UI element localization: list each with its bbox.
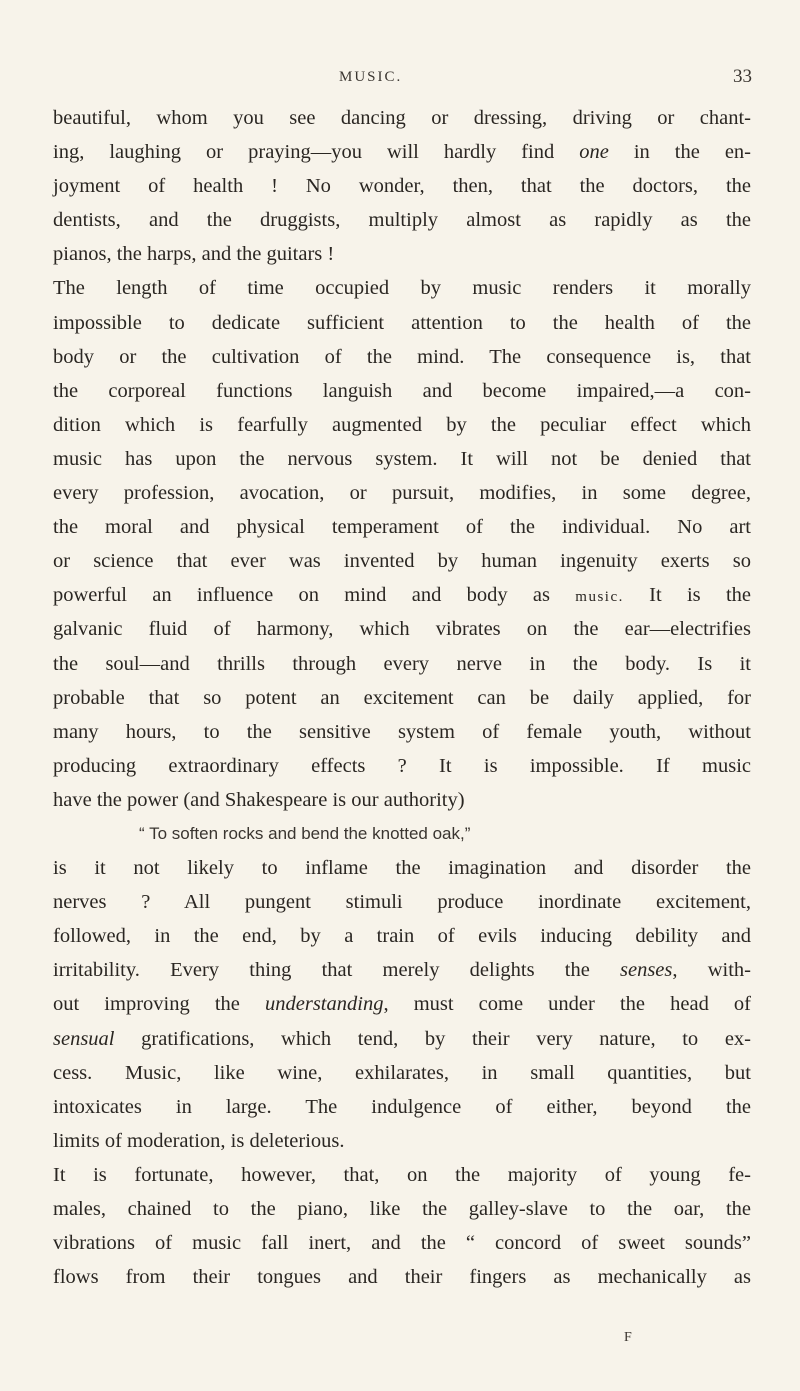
emphasis-senses: senses	[620, 959, 673, 982]
running-head-title: MUSIC.	[339, 69, 403, 85]
text-line: or science that ever was invented by human ingenuity exerts so	[53, 550, 751, 573]
text-line: irritability. Every thing that merely delights the senses, with-	[53, 959, 751, 982]
text-line: joyment of health ! No wonder, then, that the doctors, the	[53, 175, 751, 198]
text-line: music has upon the nervous system. It will not be denied that	[53, 447, 751, 470]
text-line: The length of time occupied by music renders it morally	[53, 277, 751, 300]
text-line: the corporeal functions languish and become impaired,—a con-	[53, 379, 751, 402]
text-line: intoxicates in large. The indulgence of either, beyond the	[53, 1095, 751, 1118]
page-number: 33	[733, 66, 752, 87]
body-text	[53, 101, 751, 1294]
text-line: vibrations of music fall inert, and the “ concord of sweet sounds”	[53, 1232, 751, 1255]
text-line: sensual gratifications, which tend, by their very nature, to ex-	[53, 1027, 751, 1050]
text-line: powerful an influence on mind and body as music. It is the	[53, 584, 751, 607]
text-line: males, chained to the piano, like the galley-slave to the oar, the	[53, 1198, 751, 1220]
text-line: have the power (and Shakespeare is our authority)	[53, 788, 465, 811]
text-line: dition which is fearfully augmented by the peculiar effect which	[53, 413, 751, 436]
text-line: probable that so potent an excitement can be daily applied, for	[53, 686, 751, 709]
text-line: impossible to dedicate sufficient attention to the health of the	[53, 311, 751, 334]
text-line: body or the cultivation of the mind. The consequence is, that	[53, 345, 751, 368]
text-line: the soul—and thrills through every nerve in the body. Is it	[53, 652, 751, 675]
text-line: flows from their tongues and their fingers as mechanically as	[53, 1266, 751, 1289]
text-line: limits of moderation, is deleterious.	[53, 1129, 345, 1152]
text-line: beautiful, whom you see dancing or dressing, driving or chant-	[53, 107, 751, 129]
small-caps-music: music.	[575, 589, 624, 606]
emphasis-one: one	[579, 141, 609, 164]
text-line: cess. Music, like wine, exhilarates, in small quantities, but	[53, 1061, 751, 1084]
text-line: ing, laughing or praying—you will hardly find one in the en-	[53, 141, 752, 164]
emphasis-understanding: understanding	[265, 993, 384, 1016]
text-line: out improving the understanding, must come under the head of	[53, 993, 752, 1016]
emphasis-sensual: sensual	[53, 1027, 115, 1050]
text-line: the moral and physical temperament of the individual. No art	[53, 516, 751, 539]
text-line: is it not likely to inflame the imagination and disorder the	[53, 857, 751, 880]
running-head	[0, 62, 800, 92]
text-line: many hours, to the sensitive system of female youth, without	[53, 720, 751, 743]
signature-mark: F	[624, 1330, 632, 1345]
text-line: followed, in the end, by a train of evils inducing debility and	[53, 925, 751, 948]
text-line: producing extraordinary effects ? It is impossible. If music	[53, 754, 751, 777]
text-line: dentists, and the druggists, multiply almost as rapidly as the	[53, 209, 751, 232]
text-line: pianos, the harps, and the guitars !	[53, 243, 335, 266]
text-line: galvanic fluid of harmony, which vibrates on the ear—electrifies	[53, 618, 751, 641]
quotation: “ To soften rocks and bend the knotted oak,”	[139, 823, 471, 843]
text-line: It is fortunate, however, that, on the majority of young fe-	[53, 1163, 751, 1186]
text-line: nerves ? All pungent stimuli produce inordinate excitement,	[53, 891, 751, 914]
text-line: every profession, avocation, or pursuit, modifies, in some degree,	[53, 482, 751, 505]
